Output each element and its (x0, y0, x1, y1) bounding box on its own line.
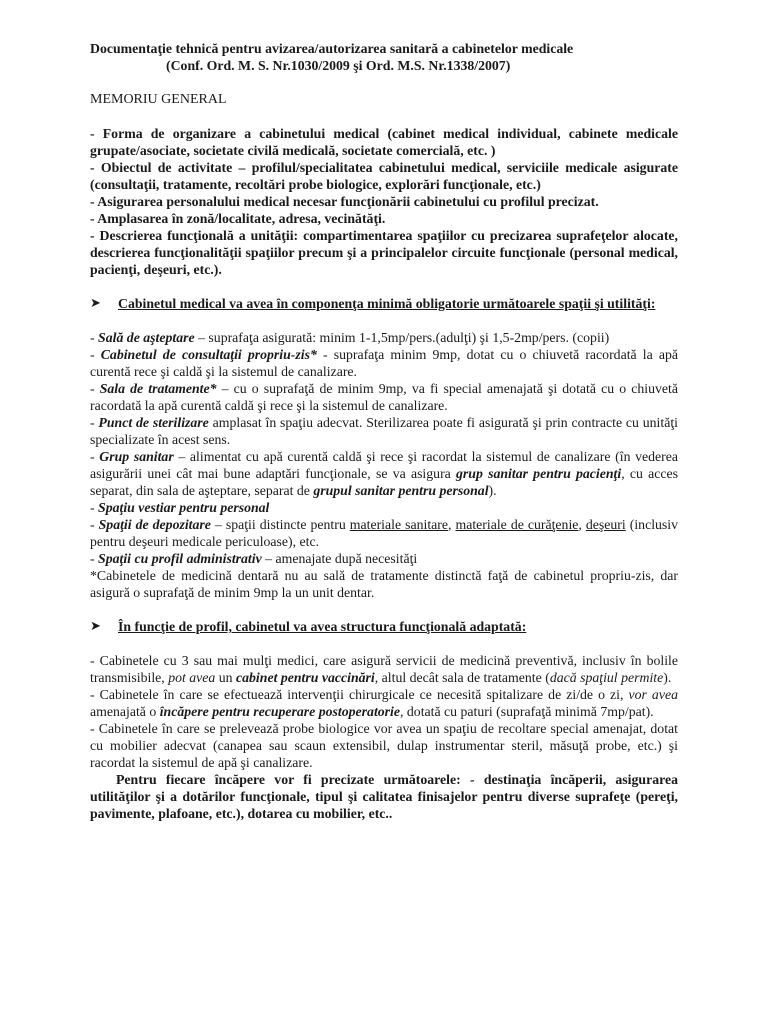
section1-list (90, 329, 678, 601)
list-item-punct-sterilizare: - Punct de sterilizare amplasat în spaţiu adecvat. Sterilizarea poate fi asigurată şi prin contracte cu unităţi specializate în acest sens. (90, 415, 679, 447)
paragraph-recoltare: - Cabinetele în care se prelevează probe biologice vor avea un spaţiu de recoltare special amenajat, dotat cu mobilier adecvat (canapea sau scaun extensibil, dulap instrumentar steril, măsuţă probe, etc.) şi racordat la sistemul de apă şi canalizare. (90, 721, 678, 770)
section2-body (90, 652, 678, 822)
list-item-sala-tratamente: - Sala de tratamente* – cu o suprafaţă de minim 9mp, va fi special amenajată şi dotată cu o chiuvetă racordată la apă curentă caldă şi rece şi la sistemul de canalizare. (90, 381, 678, 413)
general-item: - Descrierea funcţională a unităţii: compartimentarea spaţiilor cu precizarea suprafeţelor alocate, descrierea funcţionalităţii spaţiilor precum şi a principalelor circuite funcţionale (personal medical, pacienţi, deşeuri, etc.). (90, 228, 678, 277)
list-item-vestiar: - Spaţiu vestiar pentru personal (90, 500, 270, 515)
dental-note: *Cabinetele de medicină dentară nu au sală de tratamente distinctă faţă de cabinetul propriu-zis, dar asigură o suprafaţă de minim 9mp la un unit dentar. (90, 568, 678, 600)
general-item: - Asigurarea personalului medical necesar funcţionării cabinetului cu profilul precizat. (90, 194, 599, 209)
arrow-bullet-icon: ➤ (90, 619, 101, 634)
section2-heading: ➤ În funcţie de profil, cabinetul va avea structura funcţională adaptată: (90, 619, 527, 634)
document-title: Documentaţie tehnică pentru avizarea/autorizarea sanitară a cabinetelor medicale (90, 41, 574, 56)
paragraph-vaccinari: - Cabinetele cu 3 sau mai mulţi medici, care asigură servicii de medicină preventivă, inclusiv în bolile transmisibile, pot avea un cabinet pentru vaccinări, altul decât sala de tratamente (dacă spaţiul permite). (90, 653, 678, 685)
list-item-sala-asteptare: - Sală de aşteptare – suprafaţa asigurată: minim 1-1,5mp/pers.(adulţi) şi 1,5-2mp/pers. (copii) (90, 330, 610, 345)
memoriu-heading: MEMORIU GENERAL (90, 92, 227, 107)
list-item-grup-sanitar: - Grup sanitar – alimentat cu apă curentă caldă şi rece şi racordat la sistemul de canalizare (în vederea asigurării unei cât mai bune adaptări funcţionale, se va asigura grup sanitar pentru pacienţi, cu acces separat, din sala de aşteptare, separat de grupul sanitar pentru personal). (90, 449, 679, 498)
list-item-administrativ: - Spaţii cu profil administrativ – amenajate după necesităţi (90, 551, 418, 566)
document-subtitle: (Conf. Ord. M. S. Nr.1030/2009 şi Ord. M.S. Nr.1338/2007) (166, 58, 511, 73)
section1-heading: ➤ Cabinetul medical va avea în componenţa minimă obligatorie următoarele spaţii şi utilităţi: (90, 296, 656, 311)
list-item-cabinet-consultatii: - Cabinetul de consultaţii propriu-zis* - suprafaţa minim 9mp, dotat cu o chiuvetă racordată la apă curentă rece şi caldă şi la sistemul de canalizare. (90, 347, 678, 379)
general-item: - Obiectul de activitate – profilul/specialitatea cabinetului medical, serviciile medicale asigurate (consultaţii, tratamente, recoltări probe biologice, explorări funcţionale, etc.) (90, 160, 678, 192)
general-list (90, 125, 678, 278)
list-item-depozitare: - Spaţii de depozitare – spaţii distincte pentru materiale sanitare, materiale de curăţenie, deşeuri (inclusiv pentru deşeuri medicale periculoase), etc. (90, 517, 679, 549)
paragraph-final: Pentru fiecare încăpere vor fi precizate următoarele: - destinaţia încăperii, asigurarea utilităţilor şi a dotărilor funcţionale, tipul şi calitatea finisajelor pentru diverse suprafeţe (pereţi, pavimente, plafoane, etc.), dotarea cu mobilier, etc.. (90, 772, 678, 821)
paragraph-recuperare: - Cabinetele în care se efectuează intervenţii chirurgicale ce necesită spitalizare de zi/de o zi, vor avea amenajată o încăpere pentru recuperare postoperatorie, dotată cu paturi (suprafaţă minimă 7mp/pat). (90, 687, 678, 719)
general-item: - Forma de organizare a cabinetului medical (cabinet medical individual, cabinete medicale grupate/asociate, societate civilă medicală, societate comercială, etc. ) (90, 126, 678, 158)
arrow-bullet-icon: ➤ (90, 296, 101, 311)
general-item: - Amplasarea în zonă/localitate, adresa, vecinătăţi. (90, 211, 386, 226)
